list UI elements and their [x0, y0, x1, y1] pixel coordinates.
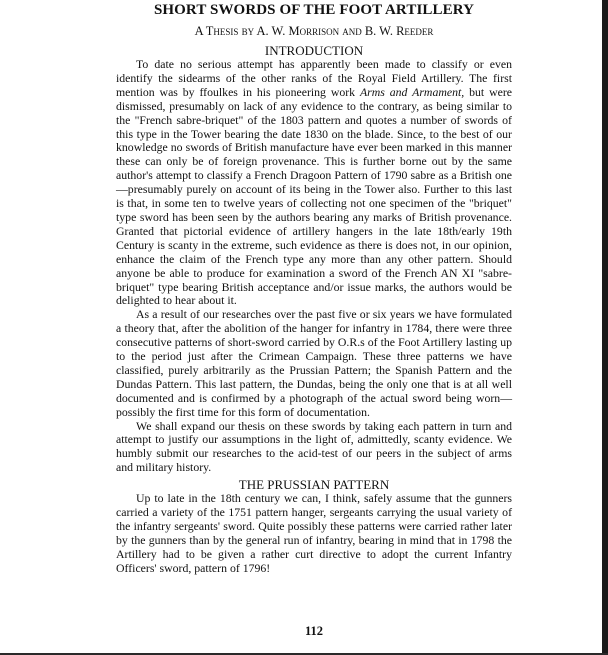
introduction-paragraph-1-text-a: To date no serious attempt has apparently been made to classify or even identify the sidearms of the other ranks of the Royal Field Artillery. The first mention was by ffoulkes in his pioneering work	[116, 57, 512, 99]
introduction-paragraph-1-text-b: but were dismissed, presumably on lack of any evidence to the contrary, as being similar to the "French sabre-briquet" of the 1803 pattern and quotes a number of swords of this type in the Tower bearing the date 1830 on the blade. Since, to the best of our knowledge no swords of British manufacture have ever been marked in this manner these can only be of foreign provenance. This is further borne out by the same author's attempt to classify a French Dragoon Pattern of 1790 sabre as a British one—presumably purely on account of its being in the Tower also. Further to this last is that, in some ten to twelve years of collecting not one specimen of the "briquet" type sword has been seen by the authors bearing any marks of British provenance. Granted that pictorial evidence of artillery hangers in the late 18th/early 19th Century is scanty in the extreme, such evidence as there is does not, in our opinion, enhance the claim of the French type any more than any other pattern. Should anyone be able to produce for examination a sword of the French AN XI "sabre-briquet" type bearing British acceptance and/or issue marks, the authors would be delighted to hear about it.	[116, 84, 512, 308]
prussian-pattern-paragraph-1: Up to late in the 18th century we can, I think, safely assume that the gunners carried a variety of the 1751 pattern hanger, sergeants carrying the usual variety of the infantry sergeants' sword. Quite possibly these patterns were carried rather later by the gunners than by the general run of infantry, bearing in mind that in 1798 the Artillery had to be given a rather curt directive to adopt the current Infantry Officers' sword, pattern of 1796!	[116, 491, 512, 575]
page-body	[116, 0, 512, 576]
section-heading-introduction: INTRODUCTION	[264, 43, 364, 58]
scan-edge-right	[602, 0, 608, 655]
work-title: Arms and Armament,	[359, 84, 465, 99]
article-title: SHORT SWORDS OF THE FOOT ARTILLERY	[153, 2, 475, 18]
introduction-paragraph-2: As a result of our researches over the past five or six years we have formulated a theory that, after the abolition of the hanger for infantry in 1784, there were three consecutive patterns of short-sword carried by O.R.s of the Foot Artillery lasting up to the period just after the Crimean Campaign. These three patterns we have classified, purely arbitrarily as the Prussian Pattern; the Spanish Pattern and the Dundas Pattern. This last pattern, the Dundas, being the only one that is at all well documented and is confirmed by a photograph of the actual sword being worn—possibly the first time for this form of documentation.	[116, 307, 512, 419]
page-number: 112	[304, 624, 324, 638]
introduction-paragraph-3: We shall expand our thesis on these swords by taking each pattern in turn and attempt to justify our assumptions in the light of, admittedly, scanty evidence. We humbly submit our researches to the acid-test of our peers in the subject of arms and military history.	[116, 418, 512, 475]
byline: A Thesis by A. W. Morrison and B. W. Reeder	[194, 24, 434, 38]
introduction-paragraph-1	[116, 58, 512, 308]
section-heading-prussian-pattern: THE PRUSSIAN PATTERN	[238, 477, 390, 493]
